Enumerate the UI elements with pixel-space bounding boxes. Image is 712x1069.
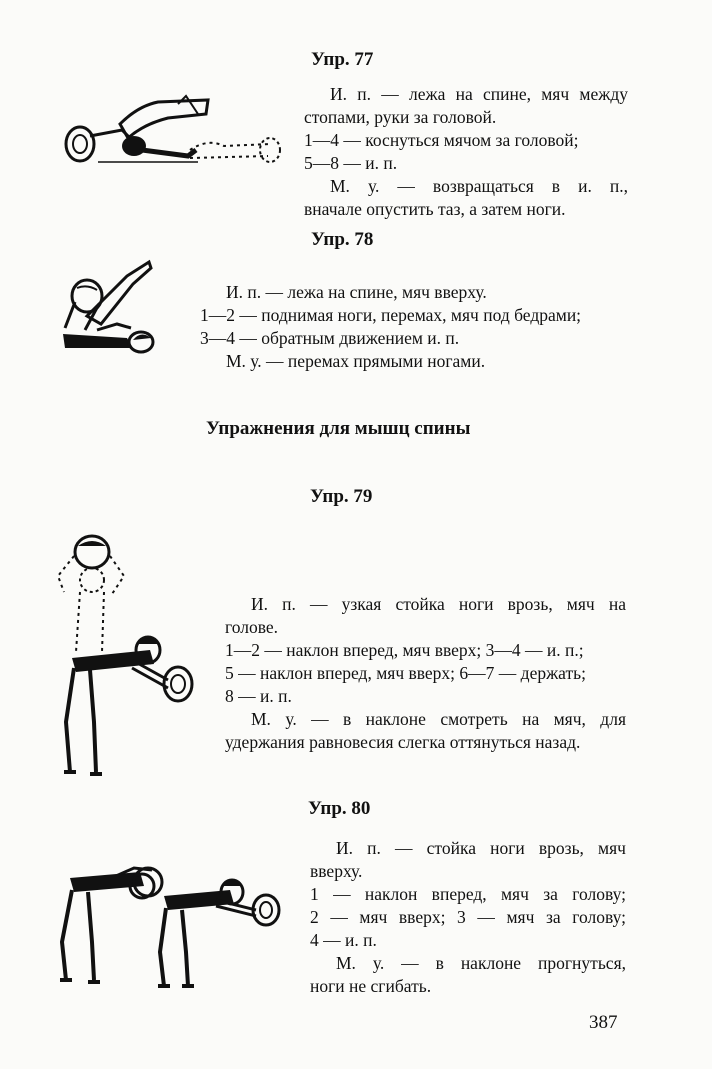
ex80-line-7: ноги не сгибать. <box>310 976 432 996</box>
ex77-heading: Упр. 77 <box>311 49 374 70</box>
ex79-text <box>225 593 626 754</box>
ex80-illustration <box>56 862 288 990</box>
ex79-heading: Упр. 79 <box>310 486 373 507</box>
page-number: 387 <box>589 1012 618 1033</box>
ex77-line-3: 1—4 — коснуться мячом за головой; <box>304 130 579 150</box>
ex79-line-4: 5 — наклон вперед, мяч вверх; 6—7 — держать; <box>225 663 586 683</box>
ex77-line-6: вначале опустить таз, а затем ноги. <box>304 199 566 219</box>
ex80-line-6: М. у. — в наклоне прогнуться, <box>336 953 626 973</box>
ex78-heading: Упр. 78 <box>311 229 374 250</box>
ex79-line-1: И. п. — узкая стойка ноги врозь, мяч на <box>251 594 626 614</box>
ex79-illustration <box>50 532 200 778</box>
ex77-line-4: 5—8 — и. п. <box>304 153 398 173</box>
ex78-line-4: М. у. — перемах прямыми ногами. <box>226 351 486 371</box>
ex77-line-2: стопами, руки за головой. <box>304 107 497 127</box>
ex80-line-4: 2 — мяч вверх; 3 — мяч за голову; <box>310 907 626 927</box>
ex79-line-2: голове. <box>225 617 279 637</box>
ex80-line-2: вверху. <box>310 861 363 881</box>
ex78-text <box>200 281 628 373</box>
ex78-line-2: 1—2 — поднимая ноги, перемах, мяч под бедрами; <box>200 305 582 325</box>
section-title: Упражнения для мышц спины <box>206 418 471 439</box>
ex80-heading: Упр. 80 <box>308 798 371 819</box>
ex80-line-3: 1 — наклон вперед, мяч за голову; <box>310 884 626 904</box>
ex80-text <box>310 837 626 998</box>
ex80-line-1: И. п. — стойка ноги врозь, мяч <box>336 838 626 858</box>
ex77-line-1: И. п. — лежа на спине, мяч между <box>330 84 628 104</box>
ex79-line-3: 1—2 — наклон вперед, мяч вверх; 3—4 — и. п.; <box>225 640 584 660</box>
ex78-line-1: И. п. — лежа на спине, мяч вверху. <box>226 282 487 302</box>
ex79-line-6: М. у. — в наклоне смотреть на мяч, для <box>251 709 626 729</box>
ex78-illustration <box>57 258 165 358</box>
ex80-line-5: 4 — и. п. <box>310 930 377 950</box>
ex77-text <box>304 83 628 221</box>
ex79-line-5: 8 — и. п. <box>225 686 292 706</box>
ex77-illustration <box>58 92 290 174</box>
ex79-line-7: удержания равновесия слегка оттянуться назад. <box>225 732 581 752</box>
ex77-line-5: М. у. — возвращаться в и. п., <box>330 176 628 196</box>
ex78-line-3: 3—4 — обратным движением и. п. <box>200 328 460 348</box>
